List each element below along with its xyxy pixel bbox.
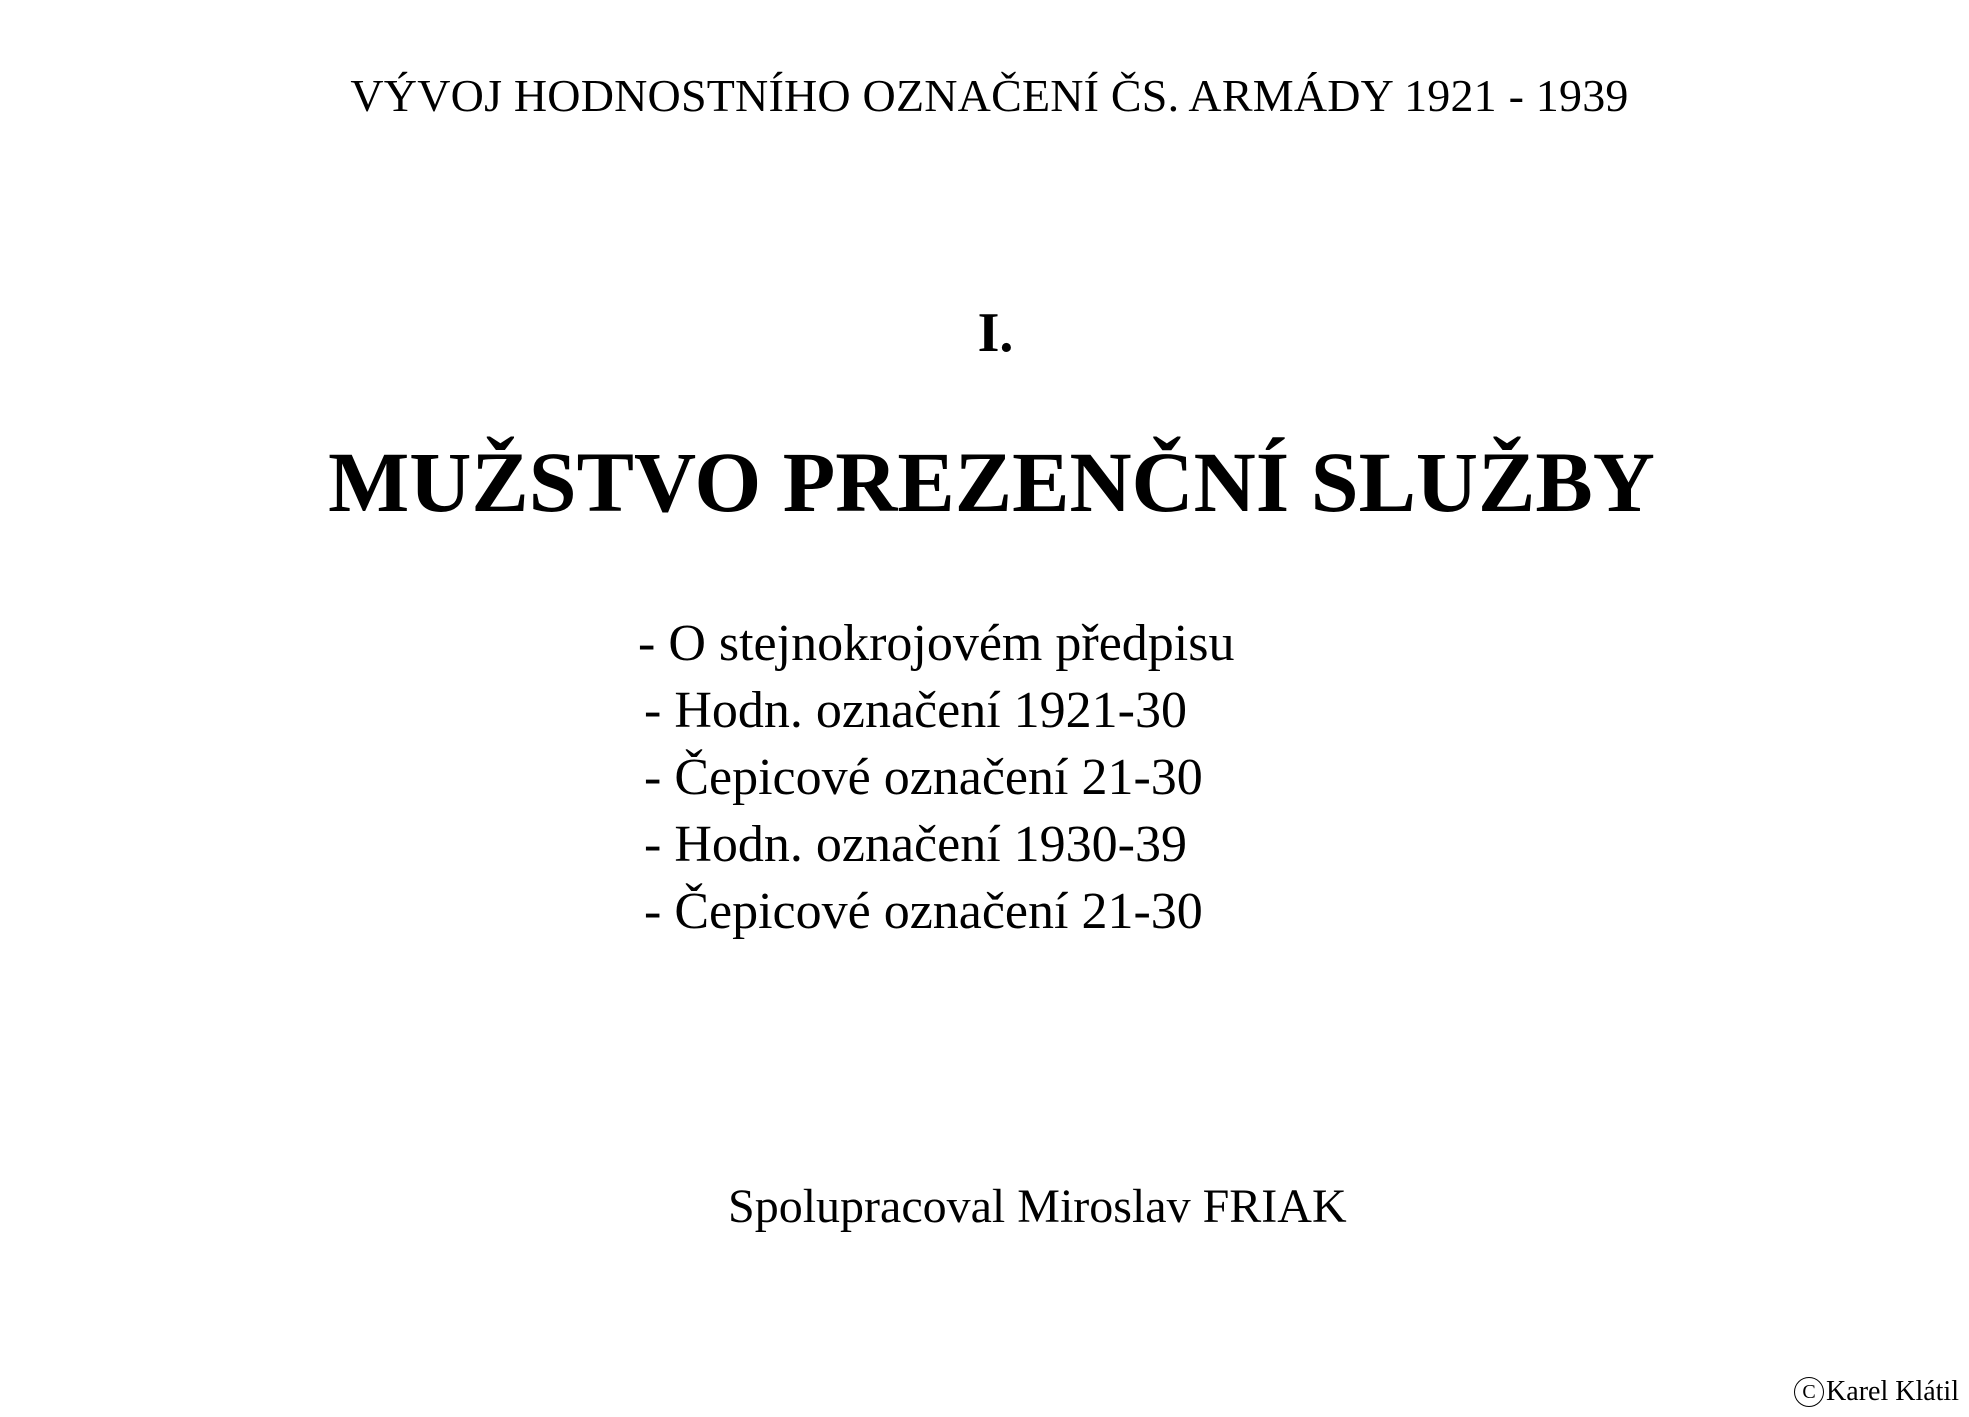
contents-item: - Čepicové označení 21-30 [644,749,1203,806]
copyright-author: Karel Klátil [1826,1376,1959,1407]
copyright-icon: C [1794,1377,1824,1407]
collaborator-credit: Spolupracoval Miroslav FRIAK [728,1180,1347,1233]
contents-item: - O stejnokrojovém předpisu [638,615,1235,672]
header-title: VÝVOJ HODNOSTNÍHO OZNAČENÍ ČS. ARMÁDY 1921 - 1939 [350,70,1629,121]
contents-item: - Hodn. označení 1930-39 [644,816,1187,873]
contents-item: - Čepicové označení 21-30 [644,883,1203,940]
part-number: I. [977,302,1014,364]
contents-item: - Hodn. označení 1921-30 [644,682,1187,739]
main-title: MUŽSTVO PREZENČNÍ SLUŽBY [328,434,1655,530]
contents-list [638,610,1235,945]
copyright-notice [1794,1375,1959,1409]
